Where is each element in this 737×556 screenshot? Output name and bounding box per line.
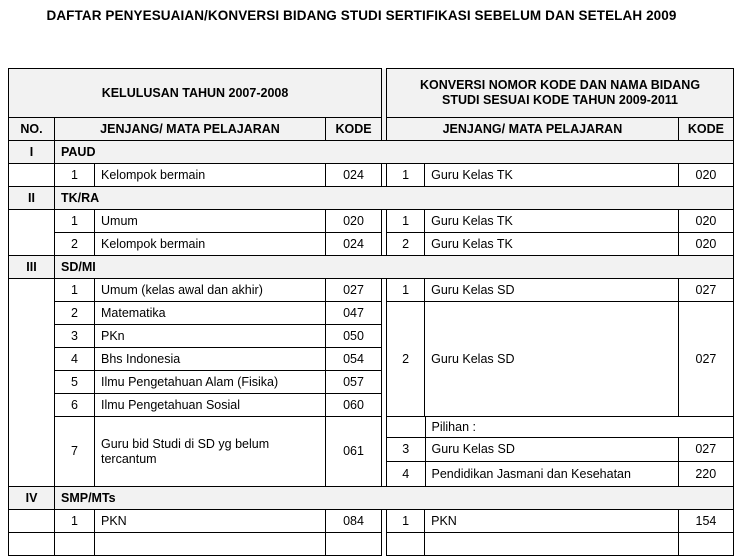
empty-cell (387, 417, 425, 438)
section-name: SD/MI (55, 256, 734, 279)
empty-cell (678, 533, 733, 556)
conv-code-cell: 027 (678, 302, 733, 417)
header-subject-left: JENJANG/ MATA PELAJARAN (55, 118, 326, 141)
code-cell: 050 (326, 325, 382, 348)
table-header-row-1 (9, 69, 734, 118)
document-title: DAFTAR PENYESUAIAN/KONVERSI BIDANG STUDI SERTIFIKASI SEBELUM DAN SETELAH 2009 (46, 8, 677, 23)
table-row (9, 233, 734, 256)
conv-subject-cell: Guru Kelas TK (425, 233, 679, 256)
row-number: 1 (55, 279, 95, 302)
row-number: 1 (55, 210, 95, 233)
subject-cell: Umum (kelas awal dan akhir) (95, 279, 326, 302)
table-row (9, 302, 734, 325)
conv-subject-cell: Pendidikan Jasmani dan Kesehatan (425, 462, 678, 487)
conv-number: 2 (387, 302, 425, 417)
code-cell: 061 (326, 417, 382, 487)
subject-cell: Umum (95, 210, 326, 233)
empty-cell (326, 533, 382, 556)
conv-number: 4 (387, 462, 425, 487)
subject-cell: Kelompok bermain (95, 164, 326, 187)
row-number: 2 (55, 233, 95, 256)
table-row (9, 417, 734, 487)
conv-code-cell: 020 (678, 164, 733, 187)
subject-cell: Kelompok bermain (95, 233, 326, 256)
section-row-sdmi (9, 256, 734, 279)
conv-number: 1 (387, 210, 425, 233)
conv-code-cell: 154 (678, 510, 733, 533)
header-kelulusan: KELULUSAN TAHUN 2007-2008 (9, 69, 382, 118)
section-name: PAUD (55, 141, 734, 164)
pilihan-block (387, 417, 734, 487)
conv-subject-cell: PKN (425, 510, 679, 533)
subject-cell: PKN (95, 510, 326, 533)
conv-subject-cell: Guru Kelas SD (425, 302, 679, 417)
table-row (9, 510, 734, 533)
section-roman: II (9, 187, 55, 210)
code-cell: 084 (326, 510, 382, 533)
table-header-row-2 (9, 118, 734, 141)
subject-cell: Ilmu Pengetahuan Sosial (95, 394, 326, 417)
conv-number: 1 (387, 510, 425, 533)
conv-number: 3 (387, 438, 425, 462)
subject-cell: PKn (95, 325, 326, 348)
row-number: 4 (55, 348, 95, 371)
conv-code-cell: 220 (678, 462, 733, 487)
code-cell: 020 (326, 210, 382, 233)
row-number: 2 (55, 302, 95, 325)
table-row (9, 210, 734, 233)
header-no: NO. (9, 118, 55, 141)
section-name: TK/RA (55, 187, 734, 210)
header-konversi-line2: STUDI SESUAI KODE TAHUN 2009-2011 (442, 93, 678, 107)
conv-code-cell: 020 (678, 210, 733, 233)
pilihan-label: Pilihan : (431, 419, 476, 434)
code-cell: 024 (326, 233, 382, 256)
conv-code-cell: 027 (678, 438, 733, 462)
header-subject-right: JENJANG/ MATA PELAJARAN (387, 118, 679, 141)
conv-number: 1 (387, 164, 425, 187)
header-konversi-line1: KONVERSI NOMOR KODE DAN NAMA BIDANG (419, 78, 701, 92)
section-row-tkra (9, 187, 734, 210)
conv-subject-cell: Guru Kelas SD (425, 438, 678, 462)
empty-cell (95, 533, 326, 556)
subject-cell: Matematika (95, 302, 326, 325)
header-konversi (387, 69, 734, 118)
code-cell: 024 (326, 164, 382, 187)
conv-subject-cell: Guru Kelas TK (425, 210, 679, 233)
section-row-paud (9, 141, 734, 164)
header-code-left: KODE (326, 118, 382, 141)
empty-cell (9, 510, 55, 533)
conv-code-cell: 027 (678, 279, 733, 302)
section-roman: I (9, 141, 55, 164)
conv-code-cell: 020 (678, 233, 733, 256)
row-number: 5 (55, 371, 95, 394)
row-number: 6 (55, 394, 95, 417)
empty-cell (387, 533, 425, 556)
empty-cell (9, 164, 55, 187)
section-roman: IV (9, 487, 55, 510)
empty-cell (9, 210, 55, 256)
subject-cell: Guru bid Studi di SD yg belum tercantum (95, 417, 326, 487)
row-number: 1 (55, 510, 95, 533)
empty-cell (425, 533, 679, 556)
subject-cell: Ilmu Pengetahuan Alam (Fisika) (95, 371, 326, 394)
section-name: SMP/MTs (55, 487, 734, 510)
table-row (9, 533, 734, 556)
conv-subject-cell: Guru Kelas TK (425, 164, 679, 187)
table-row (9, 279, 734, 302)
section-roman: III (9, 256, 55, 279)
code-cell: 054 (326, 348, 382, 371)
row-number: 1 (55, 164, 95, 187)
section-row-smpmts (9, 487, 734, 510)
conv-number: 1 (387, 279, 425, 302)
empty-cell (9, 279, 55, 487)
code-cell: 060 (326, 394, 382, 417)
code-cell: 047 (326, 302, 382, 325)
row-number: 3 (55, 325, 95, 348)
empty-cell (55, 533, 95, 556)
code-cell: 057 (326, 371, 382, 394)
conv-number: 2 (387, 233, 425, 256)
subject-cell: Bhs Indonesia (95, 348, 326, 371)
table-row (9, 164, 734, 187)
empty-cell (9, 533, 55, 556)
pilihan-table (387, 417, 733, 486)
conv-subject-cell: Guru Kelas SD (425, 279, 679, 302)
code-cell: 027 (326, 279, 382, 302)
conversion-table (8, 68, 734, 556)
header-code-right: KODE (678, 118, 733, 141)
row-number: 7 (55, 417, 95, 487)
